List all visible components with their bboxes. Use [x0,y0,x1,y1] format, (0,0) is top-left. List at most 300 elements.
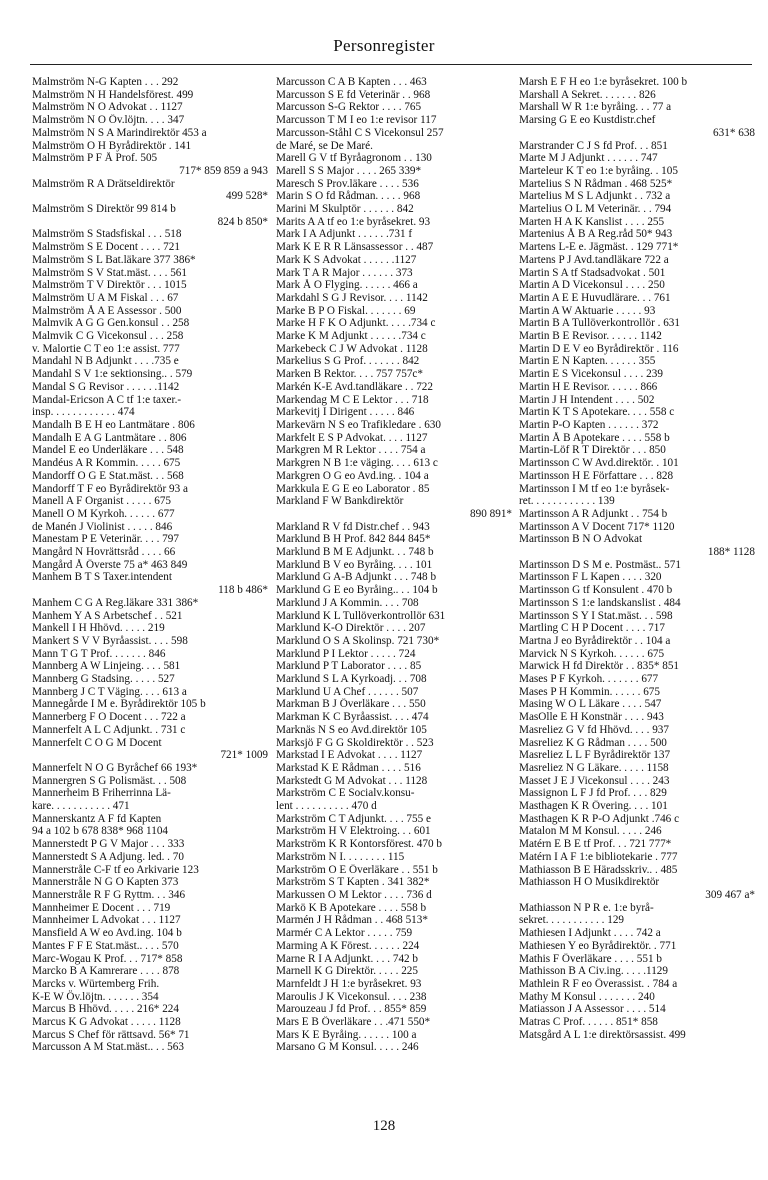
register-entry [519,1016,755,1029]
entry-line: Martin S A tf Stadsadvokat . 501 [519,266,666,279]
register-entry [519,483,755,508]
register-entry [276,521,512,534]
entry-line: Marshall A Sekret. . . . . . . 826 [519,88,656,101]
entry-line: Malmström S Direktör 99 814 b [32,203,176,216]
entry-line: Martinsson S 1:e landskanslist . 484 [519,596,681,609]
register-entry [519,330,755,343]
register-entry [276,444,512,457]
entry-line: Mars E B Överläkare . . .471 550* [276,1016,431,1029]
entry-line: v. Malortie C T eo 1:e assist. 777 [32,342,180,355]
entry-line: Mannerstråle C-F tf eo Arkivarie 123 [32,863,199,876]
entry-line: Martens L-E e. Jägmäst. . 129 771* [519,241,679,254]
entry-line: Marstrander C J S fd Prof. . . 851 [519,139,668,152]
entry-line: Marklund J A Kommin. . . . 708 [276,596,419,609]
register-entry [519,749,755,762]
register-entry [276,571,512,584]
register-entry [32,355,268,368]
register-entry [519,203,755,216]
entry-line: Marklund B M E Adjunkt. . . 748 b [276,546,434,559]
entry-line: Masing W O L Läkare . . . . 547 [519,698,662,711]
register-entry [519,571,755,584]
register-entry [276,1016,512,1029]
register-entry [32,152,268,177]
register-entry [519,838,755,851]
entry-line: Markstedt G M Advokat . . . 1128 [276,774,428,787]
entry-line: Manhem B T S Taxer.intendent [32,571,172,584]
entry-line: Matalon M M Konsul. . . . . 246 [519,825,662,838]
entry-line: Martin E N Kapten. . . . . . 355 [519,355,656,368]
register-entry [519,178,755,191]
register-entry [32,1016,268,1029]
entry-line: Marcusson S-G Rektor . . . . 765 [276,101,422,114]
register-entry [32,660,268,673]
entry-line: Martin H E Revisor. . . . . . 866 [519,380,658,393]
entry-line: Mannberg J C T Väging. . . . 613 a [32,685,187,698]
entry-continuation: 631* 638 [713,126,755,139]
entry-line: Marits A A tf eo 1:e byråsekret. 93 [276,215,431,228]
register-entry [32,394,268,419]
register-entry [32,470,268,483]
entry-line: Martinsson A R Adjunkt . . 754 b [519,507,668,520]
register-entry [519,800,755,813]
entry-line: Masreliez N G Läkare. . . . . 1158 [519,761,669,774]
entry-line: Malmström T V Direktör . . . 1015 [32,279,187,292]
register-entry [276,673,512,686]
register-entry [32,381,268,394]
register-entry [276,419,512,432]
entry-line: Marke B P O Fiskal. . . . . . . 69 [276,304,416,317]
register-entry [32,521,268,534]
register-entry [276,457,512,470]
entry-line: Markelius S G Prof. . . . . . . 842 [276,355,420,368]
register-entry [519,927,755,940]
register-entry [32,698,268,711]
register-entry [32,610,268,623]
entry-continuation: lent . . . . . . . . . . 470 d [276,800,377,813]
page-number: 128 [372,1118,396,1134]
register-entry [276,267,512,280]
header-rule [30,64,752,65]
register-column-2 [276,76,512,1054]
register-entry [32,89,268,102]
entry-line: Martinsson H E Författare . . . 828 [519,469,674,482]
register-entry [276,114,512,127]
register-entry [32,940,268,953]
register-entry [519,267,755,280]
entry-line: Mathiesen I Adjunkt . . . . 742 a [519,927,661,940]
register-entry [519,559,755,572]
register-entry [32,914,268,927]
entry-line: Manell A F Organist . . . . . 675 [32,495,172,508]
entry-line: Mansfield A W eo Avd.ing. 104 b [32,927,182,940]
register-entry [32,838,268,851]
register-entry [32,267,268,280]
entry-line: Marklund B V eo Byråing. . . . 101 [276,558,433,571]
register-entry [32,101,268,114]
register-entry [519,190,755,203]
register-entry [32,927,268,940]
register-entry [519,953,755,966]
entry-line: Marcks v. Würtemberg Frih. [32,977,160,990]
register-entry [519,1003,755,1016]
entry-line: Mannberg A W Linjeing. . . . 581 [32,660,181,673]
register-entry [276,178,512,191]
entry-line: Mann T G T Prof. . . . . . . 846 [32,647,166,660]
entry-line: Mathisson B A Civ.ing. . . . .1129 [519,965,668,978]
register-entry [519,419,755,432]
entry-line: Martin A E E Huvudlärare. . . 761 [519,291,671,304]
register-entry [276,190,512,203]
register-entry [276,330,512,343]
entry-line: Martin E S Vicekonsul . . . . 239 [519,368,663,381]
register-entry [32,851,268,864]
register-entry [32,203,268,228]
register-entry [32,508,268,521]
entry-line: Matérn I A F 1:e bibliotekarie . 777 [519,850,678,863]
register-entry [519,648,755,661]
entry-line: Martinsson A V Docent 717* 1120 [519,520,675,533]
entry-line: Marsano G M Konsul. . . . . 246 [276,1041,419,1054]
register-entry [519,660,755,673]
entry-line: Mandalh E A G Lantmätare . . 806 [32,431,187,444]
register-entry [276,546,512,559]
register-entry [32,305,268,318]
register-entry [32,965,268,978]
entry-line: Marc-Wogau K Prof. . . 717* 858 [32,952,183,965]
register-entry [32,457,268,470]
entry-line: Malmström N O Advokat . . 1127 [32,101,183,114]
entry-line: Mannheimer E Docent . . . 719 [32,901,171,914]
entry-line: Mandalh B E H eo Lantmätare . 806 [32,418,195,431]
entry-line: Martin B A Tullöverkontrollör . 631 [519,317,680,330]
register-entry [32,559,268,572]
register-entry [276,381,512,394]
register-entry [32,419,268,432]
register-entry [276,216,512,229]
entry-line: Matérn E B E tf Prof. . . 721 777* [519,838,672,851]
register-entry [32,432,268,445]
register-entry [519,673,755,686]
entry-line: Mark T A R Major . . . . . . 373 [276,266,413,279]
entry-line: Masthagen K R Övering. . . . 101 [519,800,668,813]
entry-line: Marklund U A Chef . . . . . . 507 [276,685,419,698]
entry-line: Markström K R Kontorsförest. 470 b [276,838,442,851]
entry-line: Malmström N H Handelsförest. 499 [32,88,194,101]
register-entry [32,711,268,724]
entry-continuation: sekret. . . . . . . . . . . 129 [519,914,625,927]
entry-line: Malmström O H Byrådirektör . 141 [32,139,192,152]
register-entry [519,343,755,356]
register-entry [276,597,512,610]
register-entry [519,597,755,610]
register-entry [276,927,512,940]
entry-line: Mannerfelt C O G M Docent [32,736,162,749]
entry-line: Marne R I A Adjunkt. . . . 742 b [276,952,419,965]
register-entry [519,1029,755,1042]
entry-line: Markland F W Bankdirektör [276,495,404,508]
entry-line: Martinsson F L Kapen . . . . 320 [519,571,662,584]
entry-line: Martin Å B Apotekare . . . . 558 b [519,431,670,444]
entry-line: Martelius O L M Veterinär. . . 794 [519,203,672,216]
register-entry [276,317,512,330]
entry-line: Maroulis J K Vicekonsul. . . . 238 [276,990,427,1003]
entry-line: Masreliez K G Rådman . . . . 500 [519,736,667,749]
register-entry [519,292,755,305]
register-entry [32,76,268,89]
entry-continuation: 94 a 102 b 678 838* 968 1104 [32,825,169,838]
entry-line: Mandal S G Revisor . . . . . .1142 [32,380,180,393]
register-entry [276,127,512,140]
entry-line: Martin D E V eo Byrådirektör . 116 [519,342,679,355]
entry-continuation: 717* 859 859 a 943 [179,164,268,177]
entry-line: Marell G V tf Byråagronom . . 130 [276,152,432,165]
register-entry [519,902,755,927]
entry-line: Malmström S E Docent . . . . 721 [32,241,180,254]
entry-line: Mannerstedt S A Adjung. led. . 70 [32,850,184,863]
entry-line: Marcusson C A B Kapten . . . 463 [276,76,427,88]
register-entry [32,317,268,330]
register-entry [32,1029,268,1042]
entry-line: Marini M Skulptör . . . . . . 842 [276,203,414,216]
register-entry [519,114,755,139]
entry-line: Markgren O G eo Avd.ing. . 104 a [276,469,429,482]
register-entry [276,737,512,750]
entry-line: Mandahl N B Adjunkt . . . .735 e [32,355,179,368]
register-entry [519,381,755,394]
entry-line: Martenius Å B A Reg.råd 50* 943 [519,228,673,241]
entry-line: Manhem Y A S Arbetschef . . 521 [32,609,183,622]
entry-line: Markendag M C E Lektor . . . 718 [276,393,429,406]
entry-line: Marklund P T Laborator . . . . 85 [276,660,422,673]
register-entry [276,851,512,864]
entry-line: Mathy M Konsul . . . . . . . 240 [519,990,655,1003]
entry-continuation: 188* 1128 [707,546,755,559]
register-entry [519,165,755,178]
entry-line: Mangård Å Överste 75 a* 463 849 [32,558,188,571]
register-entry [519,368,755,381]
register-entry [519,508,755,521]
register-entry [276,254,512,267]
entry-line: Martinsson B N O Advokat [519,533,643,546]
entry-line: Markussen O M Lektor . . . . 736 d [276,889,432,901]
register-entry [32,483,268,496]
entry-line: Marklund S L A Kyrkoadj. . . 708 [276,673,427,686]
entry-continuation: 721* 1009 [220,749,268,762]
entry-line: Marcus S Chef för rättsavd. 56* 71 [32,1028,190,1041]
register-entry [276,648,512,661]
entry-line: Mathiasson B E Häradsskriv.. . 485 [519,863,678,876]
entry-line: Mannerskantz A F fd Kapten [32,812,162,825]
entry-line: Masreliez L L F Byrådirektör 137 [519,749,671,762]
register-entry [276,889,512,902]
entry-line: Martelius S N Rådman . 468 525* [519,177,673,190]
register-entry [276,914,512,927]
entry-line: Martin A W Aktuarie . . . . . 93 [519,304,656,317]
entry-continuation: 499 528* [226,190,268,203]
register-entry [32,864,268,877]
register-entry [32,762,268,775]
entry-line: Martin J H Intendent . . . . 502 [519,393,655,406]
register-entry [519,254,755,267]
register-entry [32,902,268,915]
entry-line: Markstad K E Rådman . . . . 516 [276,761,421,774]
register-entry [32,343,268,356]
register-entry [32,127,268,140]
register-entry [276,584,512,597]
register-entry [32,686,268,699]
entry-line: Markland R V fd Distr.chef . . 943 [276,520,430,533]
entry-line: Markfelt E S P Advokat. . . . 1127 [276,431,428,444]
register-entry [32,279,268,292]
register-entry [519,711,755,724]
register-entry [276,1003,512,1016]
register-entry [276,76,512,89]
register-entry [276,152,512,165]
entry-line: Marten H A K Kanslist . . . . 255 [519,215,665,228]
entry-line: Martin A D Vicekonsul . . . . 250 [519,279,665,292]
entry-line: Marklund O S A Skolinsp. 721 730* [276,634,440,647]
entry-line: Mannheimer L Advokat . . . 1127 [32,914,181,927]
entry-line: Marknäs N S eo Avd.direktör 105 [276,723,427,736]
entry-line: Marsh E F H eo 1:e byråsekret. 100 b [519,76,688,88]
entry-line: Marcusson S E fd Veterinär . . 968 [276,88,431,101]
entry-line: Mannerfelt A L C Adjunkt. . 731 c [32,723,186,736]
register-entry [32,673,268,686]
register-entry [519,775,755,788]
register-entry [519,724,755,737]
register-entry [519,406,755,419]
register-entry [519,305,755,318]
entry-line: Marte M J Adjunkt . . . . . . 747 [519,152,658,165]
entry-line: Malmström P F Å Prof. 505 [32,152,158,165]
entry-line: Martinsson D S M e. Postmäst.. 571 [519,558,681,571]
entry-line: Mannerfelt N O G Byråchef 66 193* [32,761,198,774]
entry-line: Markdahl S G J Revisor. . . . 1142 [276,291,428,304]
entry-line: Marklund G E eo Byråing.. . . 104 b [276,584,438,597]
register-entry [276,902,512,915]
register-entry [276,1041,512,1054]
entry-line: Marin S O fd Rådman. . . . . 968 [276,190,421,203]
entry-line: Massignon L F J fd Prof. . . . 829 [519,787,667,800]
register-entry [519,851,755,864]
register-entry [276,495,512,520]
register-entry [519,152,755,165]
register-entry [276,622,512,635]
page-title: Personregister [333,36,435,55]
entry-line: Mandorff T F eo Byrådirektör 93 a [32,482,188,495]
register-entry [519,279,755,292]
register-entry [32,140,268,153]
entry-continuation: 309 467 a* [705,889,755,901]
register-entry [32,978,268,1003]
register-entry [276,165,512,178]
register-entry [32,114,268,127]
entry-line: Marklund G A-B Adjunkt . . . 748 b [276,571,437,584]
entry-line: Marke K M Adjunkt . . . . . .734 c [276,330,426,343]
register-entry [276,305,512,318]
entry-line: Markström C T Adjunkt. . . . 755 e [276,812,431,825]
register-entry [276,343,512,356]
entry-line: Martens P J Avd.tandläkare 722 a [519,253,669,266]
entry-line: Mathis F Överläkare . . . . 551 b [519,952,662,965]
register-entry [276,711,512,724]
entry-line: Mankert S V V Byråassist. . . . 598 [32,634,188,647]
register-entry [276,355,512,368]
entry-line: Malmström S L Bat.läkare 377 386* [32,253,196,266]
register-entry [276,978,512,991]
register-entry [276,838,512,851]
register-entry [519,228,755,241]
entry-line: Masreliez G V fd Hhövd. . . . 937 [519,723,669,736]
register-entry [519,978,755,991]
entry-line: Markström H V Elektroing. . . 601 [276,825,431,838]
register-entry [276,279,512,292]
entry-line: Marmér C A Lektor . . . . . 759 [276,927,413,940]
entry-line: Mandéus A R Kommin. . . . . 675 [32,457,181,470]
entry-line: Manhem C G A Reg.läkare 331 386* [32,596,199,609]
register-entry [32,775,268,788]
entry-line: Markö K B Apotekare . . . . 558 b [276,901,427,914]
register-entry [276,813,512,826]
register-entry [519,470,755,483]
entry-line: Marklund B H Prof. 842 844 845* [276,533,431,546]
register-entry [32,787,268,812]
entry-line: Marnell K G Direktör. . . . . 225 [276,965,418,978]
register-entry [519,762,755,775]
entry-line: Martelius M S L Adjunkt . . 732 a [519,190,671,203]
register-entry [276,864,512,877]
entry-line: Markman B J Överläkare . . . 550 [276,698,426,711]
entry-line: Malmström S V Stat.mäst. . . . 561 [32,266,187,279]
register-entry [519,241,755,254]
register-entry [276,660,512,673]
register-entry [276,394,512,407]
register-entry [276,203,512,216]
entry-continuation: 824 b 850* [217,215,268,228]
register-entry [32,813,268,838]
entry-line: Malmström R A Drätseldirektör [32,177,175,190]
entry-line: de Maré, se De Maré. [276,139,373,152]
register-entry [276,991,512,1004]
entry-line: Martin-Löf R T Direktör . . . 850 [519,444,666,457]
entry-line: Martinsson G tf Konsulent . 470 b [519,584,673,597]
register-entry [276,406,512,419]
register-entry [32,1041,268,1054]
register-entry [276,876,512,889]
entry-line: Mannerberg F O Docent . . . 722 a [32,711,186,724]
register-entry [32,597,268,610]
entry-line: Marcus K G Advokat . . . . . 1128 [32,1016,181,1029]
entry-line: Marmén J H Rådman . . 468 513* [276,914,428,927]
register-entry [276,241,512,254]
register-entry [276,953,512,966]
register-column-3 [519,76,755,1041]
register-entry [519,444,755,457]
entry-line: Manestam P E Veterinär. . . . 797 [32,533,179,546]
entry-line: Matiasson J A Assessor . . . . 514 [519,1003,666,1016]
entry-line: Markebeck C J W Advokat . 1128 [276,342,428,355]
register-entry [519,140,755,153]
entry-line: Maresch S Prov.läkare . . . . 536 [276,177,419,190]
register-entry [519,622,755,635]
register-entry [519,635,755,648]
register-entry [519,825,755,838]
register-entry [276,940,512,953]
entry-line: Markgren N B 1:e väging. . . . 613 c [276,457,438,470]
register-entry [519,610,755,623]
register-entry [32,571,268,596]
register-entry [32,533,268,546]
